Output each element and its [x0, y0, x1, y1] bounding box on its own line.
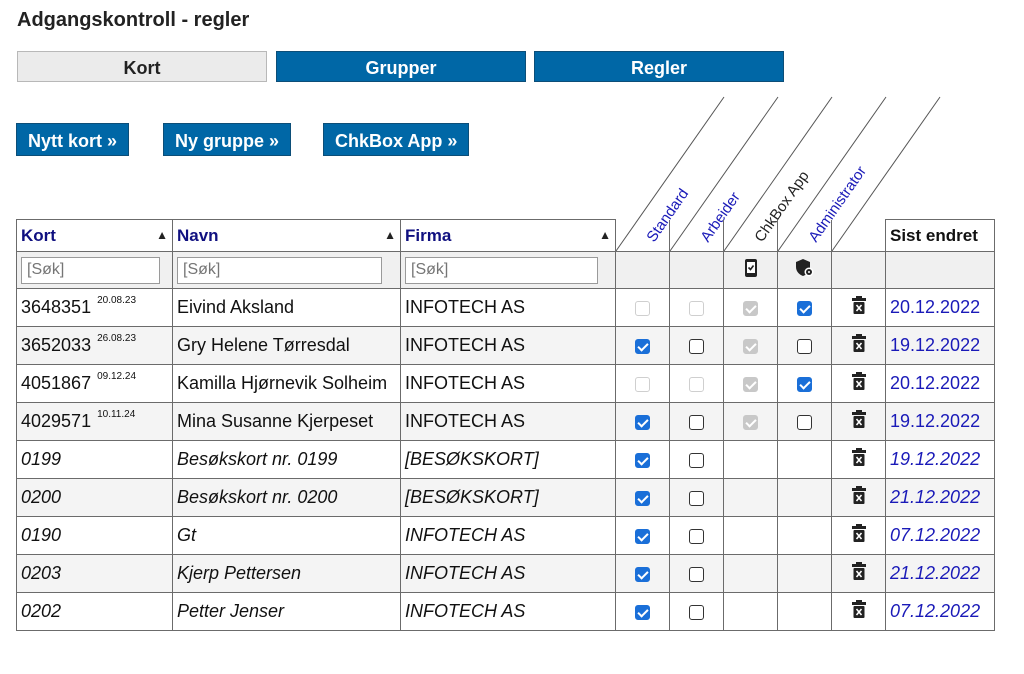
- standard-checkbox[interactable]: [635, 491, 650, 506]
- firma-cell: INFOTECH AS: [401, 327, 616, 365]
- standard-checkbox: [635, 301, 650, 316]
- tab-grupper[interactable]: Grupper: [276, 51, 526, 82]
- col-standard: Standard: [643, 185, 693, 246]
- kort-cell: 0202: [17, 593, 173, 631]
- navn-cell: Petter Jenser: [173, 593, 401, 631]
- kort-date: 26.08.23: [97, 333, 137, 344]
- sist-endret-cell: 19.12.2022: [886, 403, 995, 441]
- navn-cell: Mina Susanne Kjerpeset: [173, 403, 401, 441]
- trash-icon[interactable]: [832, 479, 886, 517]
- cards-table: [16, 219, 995, 631]
- firma-cell: INFOTECH AS: [401, 593, 616, 631]
- trash-icon[interactable]: [832, 289, 886, 327]
- kort-cell: 0200: [17, 479, 173, 517]
- navn-cell: Eivind Aksland: [173, 289, 401, 327]
- trash-icon[interactable]: [832, 555, 886, 593]
- firma-cell: INFOTECH AS: [401, 289, 616, 327]
- chkbox-app-checkbox: [743, 301, 758, 316]
- col-chkbox-cell: [724, 220, 778, 252]
- firma-cell: INFOTECH AS: [401, 403, 616, 441]
- administrator-checkbox[interactable]: [797, 415, 812, 430]
- sist-endret-cell: 07.12.2022: [886, 517, 995, 555]
- tab-regler[interactable]: Regler: [534, 51, 784, 82]
- kort-search-input[interactable]: [21, 257, 160, 284]
- kort-cell: 0199: [17, 441, 173, 479]
- sist-endret-cell: 19.12.2022: [886, 441, 995, 479]
- sist-endret-cell: 07.12.2022: [886, 593, 995, 631]
- col-delete-cell: [832, 220, 886, 252]
- col-kort[interactable]: Kort ▲: [17, 220, 173, 252]
- table-row: [17, 479, 995, 517]
- navn-cell: Besøkskort nr. 0200: [173, 479, 401, 517]
- new-group-button[interactable]: Ny gruppe »: [163, 123, 291, 156]
- navn-search-input[interactable]: [177, 257, 382, 284]
- arbeider-checkbox: [689, 301, 704, 316]
- kort-cell: 4051867 $^{09.12.24}$: [17, 365, 173, 403]
- chkbox-app-checkbox: [743, 377, 758, 392]
- arbeider-checkbox[interactable]: [689, 491, 704, 506]
- standard-checkbox[interactable]: [635, 453, 650, 468]
- sort-arrows-icon[interactable]: ▲: [599, 227, 611, 242]
- col-chkbox-app: ChkBox App: [751, 167, 813, 246]
- filter-date: [886, 252, 995, 289]
- table-row: [17, 289, 995, 327]
- arbeider-checkbox[interactable]: [689, 453, 704, 468]
- firma-cell: [BESØKSKORT]: [401, 479, 616, 517]
- trash-icon[interactable]: [832, 441, 886, 479]
- table-row: [17, 593, 995, 631]
- sist-endret-cell: 21.12.2022: [886, 479, 995, 517]
- table-row: [17, 403, 995, 441]
- col-navn[interactable]: Navn ▲: [173, 220, 401, 252]
- firma-search-input[interactable]: [405, 257, 598, 284]
- table-row: [17, 441, 995, 479]
- standard-checkbox[interactable]: [635, 529, 650, 544]
- kort-cell: 4029571 $^{10.11.24}$: [17, 403, 173, 441]
- firma-cell: INFOTECH AS: [401, 365, 616, 403]
- trash-icon[interactable]: [832, 365, 886, 403]
- kort-cell: 0190: [17, 517, 173, 555]
- sist-endret-cell: 21.12.2022: [886, 555, 995, 593]
- standard-checkbox: [635, 377, 650, 392]
- col-arbeider: Arbeider: [697, 189, 744, 246]
- table-row: [17, 327, 995, 365]
- col-administrator: Administrator: [805, 163, 870, 246]
- standard-checkbox[interactable]: [635, 605, 650, 620]
- kort-date: 09.12.24: [97, 371, 137, 382]
- page-title: Adgangskontroll - regler: [17, 9, 250, 31]
- sist-endret-cell: 20.12.2022: [886, 365, 995, 403]
- kort-date: 10.11.24: [97, 409, 136, 420]
- navn-cell: Kamilla Hjørnevik Solheim: [173, 365, 401, 403]
- new-card-button[interactable]: Nytt kort »: [16, 123, 129, 156]
- table-row: [17, 517, 995, 555]
- administrator-checkbox[interactable]: [797, 339, 812, 354]
- standard-checkbox[interactable]: [635, 339, 650, 354]
- sist-endret-cell: 19.12.2022: [886, 327, 995, 365]
- administrator-checkbox[interactable]: [797, 377, 812, 392]
- trash-icon[interactable]: [832, 403, 886, 441]
- navn-cell: Besøkskort nr. 0199: [173, 441, 401, 479]
- chkbox-app-checkbox: [743, 339, 758, 354]
- firma-cell: [BESØKSKORT]: [401, 441, 616, 479]
- chkbox-app-checkbox: [743, 415, 758, 430]
- table-row: [17, 365, 995, 403]
- kort-cell: 3652033 $^{26.08.23}$: [17, 327, 173, 365]
- col-arbeider-cell: [670, 220, 724, 252]
- standard-checkbox[interactable]: [635, 567, 650, 582]
- sist-endret-cell: 20.12.2022: [886, 289, 995, 327]
- arbeider-checkbox: [689, 377, 704, 392]
- col-standard-cell: [616, 220, 670, 252]
- col-firma[interactable]: Firma ▲: [401, 220, 616, 252]
- trash-icon[interactable]: [832, 593, 886, 631]
- navn-cell: Gry Helene Tørresdal: [173, 327, 401, 365]
- phone-check-icon: [724, 252, 778, 289]
- arbeider-checkbox[interactable]: [689, 567, 704, 582]
- standard-checkbox[interactable]: [635, 415, 650, 430]
- table-row: [17, 555, 995, 593]
- kort-date: 20.08.23: [97, 295, 137, 306]
- trash-icon[interactable]: [832, 517, 886, 555]
- arbeider-checkbox[interactable]: [689, 339, 704, 354]
- kort-cell: 0203: [17, 555, 173, 593]
- arbeider-checkbox[interactable]: [689, 415, 704, 430]
- filter-standard: [616, 252, 670, 289]
- arbeider-checkbox[interactable]: [689, 529, 704, 544]
- chkbox-app-button[interactable]: ChkBox App »: [323, 123, 469, 156]
- navn-cell: Kjerp Pettersen: [173, 555, 401, 593]
- navn-cell: Gt: [173, 517, 401, 555]
- shield-gear-icon: [778, 252, 832, 289]
- col-sist-endret: Sist endret: [886, 220, 995, 252]
- administrator-checkbox[interactable]: [797, 301, 812, 316]
- col-admin-cell: [778, 220, 832, 252]
- firma-cell: INFOTECH AS: [401, 555, 616, 593]
- filter-arbeider: [670, 252, 724, 289]
- filter-delete: [832, 252, 886, 289]
- sort-up-icon[interactable]: ▲: [384, 227, 396, 242]
- trash-icon[interactable]: [832, 327, 886, 365]
- sort-arrows-icon[interactable]: ▲: [156, 227, 168, 242]
- tab-kort[interactable]: Kort: [17, 51, 267, 82]
- kort-cell: 3648351 $^{20.08.23}$: [17, 289, 173, 327]
- arbeider-checkbox[interactable]: [689, 605, 704, 620]
- firma-cell: INFOTECH AS: [401, 517, 616, 555]
